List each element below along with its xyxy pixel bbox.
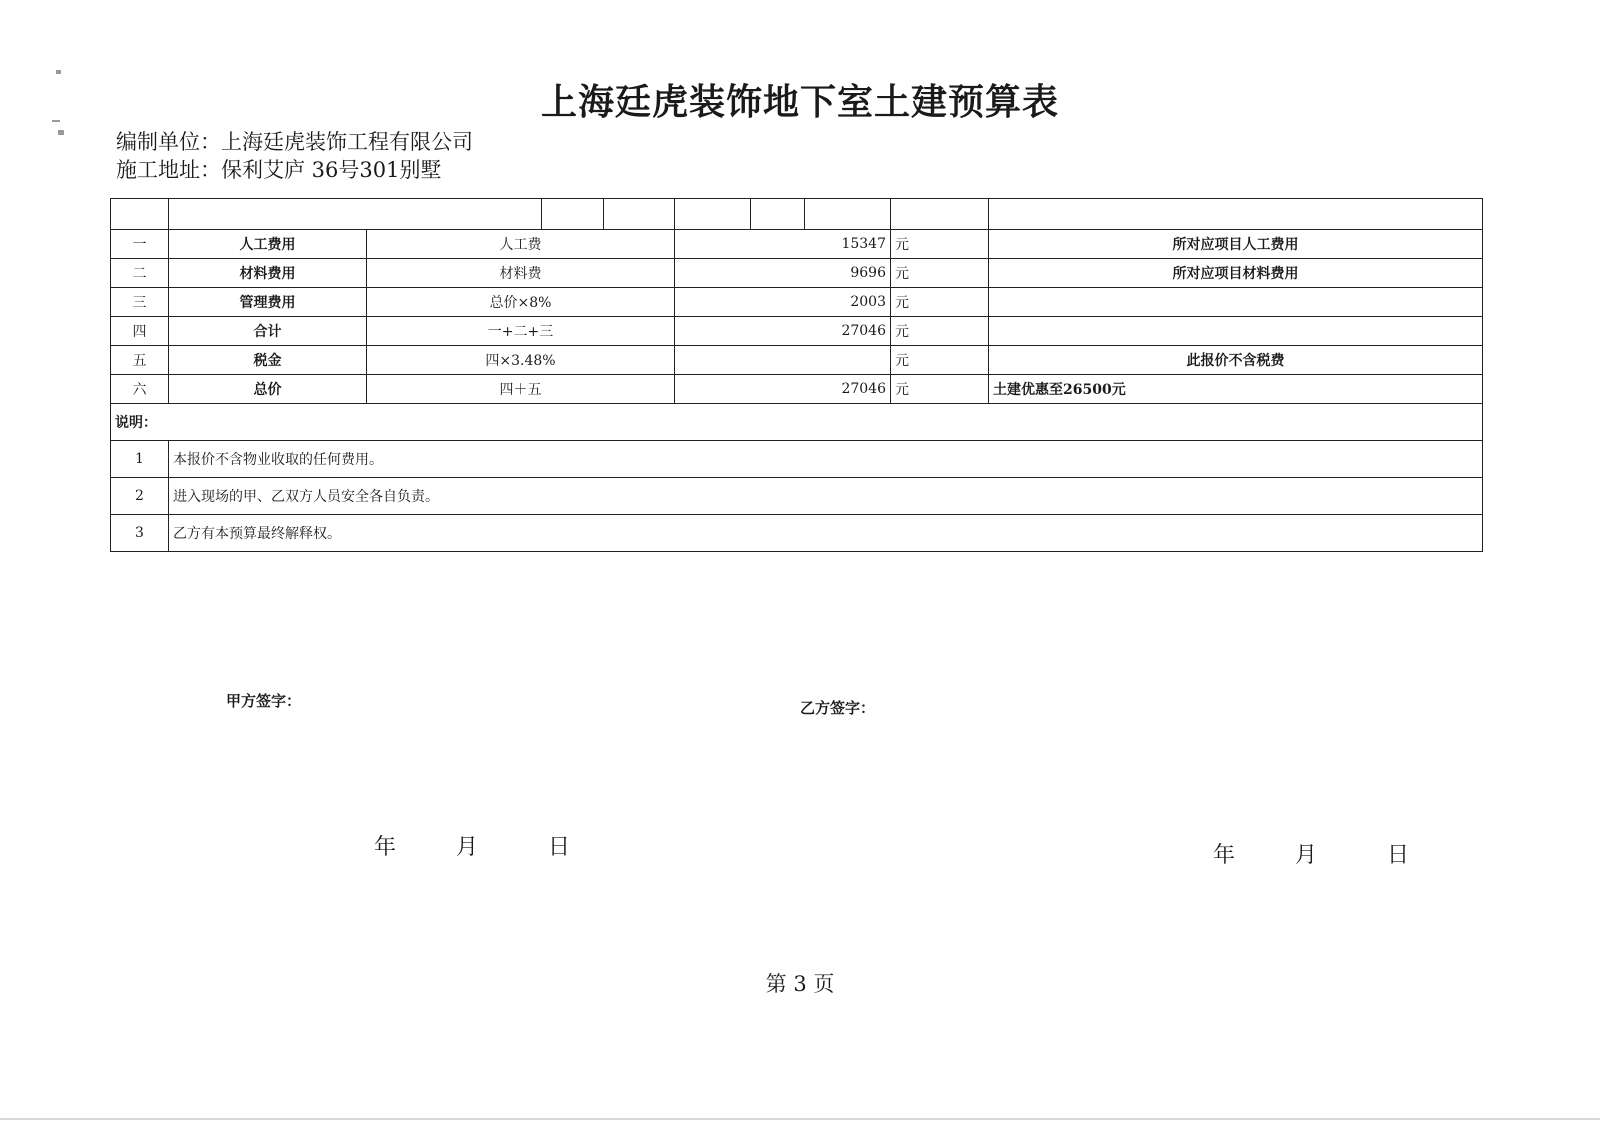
- table-row: [111, 230, 1483, 259]
- row-amount: 27046: [675, 317, 891, 346]
- row-remark: [989, 288, 1483, 317]
- row-formula: 四＋五: [367, 375, 675, 404]
- row-item: 管理费用: [169, 288, 367, 317]
- document-title: 上海廷虎装饰地下室土建预算表: [540, 81, 1059, 123]
- compiling-unit: 编制单位：上海廷虎装饰工程有限公司: [116, 130, 473, 154]
- row-formula: 材料费: [367, 259, 675, 288]
- row-remark: 所对应项目人工费用: [989, 230, 1483, 259]
- row-unit: 元: [891, 317, 989, 346]
- row-remark: [989, 317, 1483, 346]
- page-number: 第 3 页: [765, 972, 835, 996]
- row-number: 三: [111, 288, 169, 317]
- row-number: 六: [111, 375, 169, 404]
- date-month: 月: [1295, 843, 1318, 868]
- construction-address: 施工地址：保利艾庐 36号301别墅: [116, 158, 442, 182]
- row-remark: 土建优惠至26500元: [989, 375, 1483, 404]
- row-unit: 元: [891, 230, 989, 259]
- note-number: 1: [111, 441, 169, 478]
- row-item: 合计: [169, 317, 367, 346]
- date-day: 日: [548, 835, 571, 860]
- row-remark: 此报价不含税费: [989, 346, 1483, 375]
- note-text: 乙方有本预算最终解释权。: [169, 515, 1483, 552]
- date-year: 年: [374, 835, 397, 860]
- row-number: 四: [111, 317, 169, 346]
- row-amount: 9696: [675, 259, 891, 288]
- row-amount: 27046: [675, 375, 891, 404]
- party-b-signature-label: 乙方签字：: [800, 699, 876, 717]
- row-amount: 15347: [675, 230, 891, 259]
- header-cell: [675, 199, 891, 230]
- note-text: 进入现场的甲、乙双方人员安全各自负责。: [169, 478, 1483, 515]
- row-formula: 一+二+三: [367, 317, 675, 346]
- row-unit: 元: [891, 288, 989, 317]
- row-remark: 所对应项目材料费用: [989, 259, 1483, 288]
- budget-table: [110, 198, 1483, 552]
- row-item: 税金: [169, 346, 367, 375]
- header-cell: [111, 199, 169, 230]
- note-row: [111, 441, 1483, 478]
- table-header-row: [111, 199, 1483, 230]
- row-formula: 总价×8%: [367, 288, 675, 317]
- row-amount: 2003: [675, 288, 891, 317]
- row-unit: 元: [891, 346, 989, 375]
- table-row: [111, 317, 1483, 346]
- table-row: [111, 288, 1483, 317]
- row-formula: 四×3.48%: [367, 346, 675, 375]
- party-a-signature-label: 甲方签字：: [226, 692, 302, 710]
- notes-header-row: [111, 404, 1483, 441]
- row-number: 五: [111, 346, 169, 375]
- row-formula: 人工费: [367, 230, 675, 259]
- table-row: [111, 346, 1483, 375]
- notes-label: 说明：: [111, 404, 1483, 441]
- row-unit: 元: [891, 259, 989, 288]
- row-number: 一: [111, 230, 169, 259]
- note-row: [111, 515, 1483, 552]
- date-year: 年: [1213, 843, 1236, 868]
- date-day: 日: [1387, 843, 1410, 868]
- table-row: [111, 375, 1483, 404]
- row-item: 总价: [169, 375, 367, 404]
- row-number: 二: [111, 259, 169, 288]
- note-row: [111, 478, 1483, 515]
- row-item: 材料费用: [169, 259, 367, 288]
- note-number: 2: [111, 478, 169, 515]
- note-number: 3: [111, 515, 169, 552]
- header-cell: [169, 199, 675, 230]
- date-month: 月: [456, 835, 479, 860]
- note-text: 本报价不含物业收取的任何费用。: [169, 441, 1483, 478]
- header-cell: [891, 199, 989, 230]
- scan-edge-line: [0, 1118, 1600, 1120]
- row-amount: [675, 346, 891, 375]
- header-cell: [989, 199, 1483, 230]
- row-unit: 元: [891, 375, 989, 404]
- row-item: 人工费用: [169, 230, 367, 259]
- table-row: [111, 259, 1483, 288]
